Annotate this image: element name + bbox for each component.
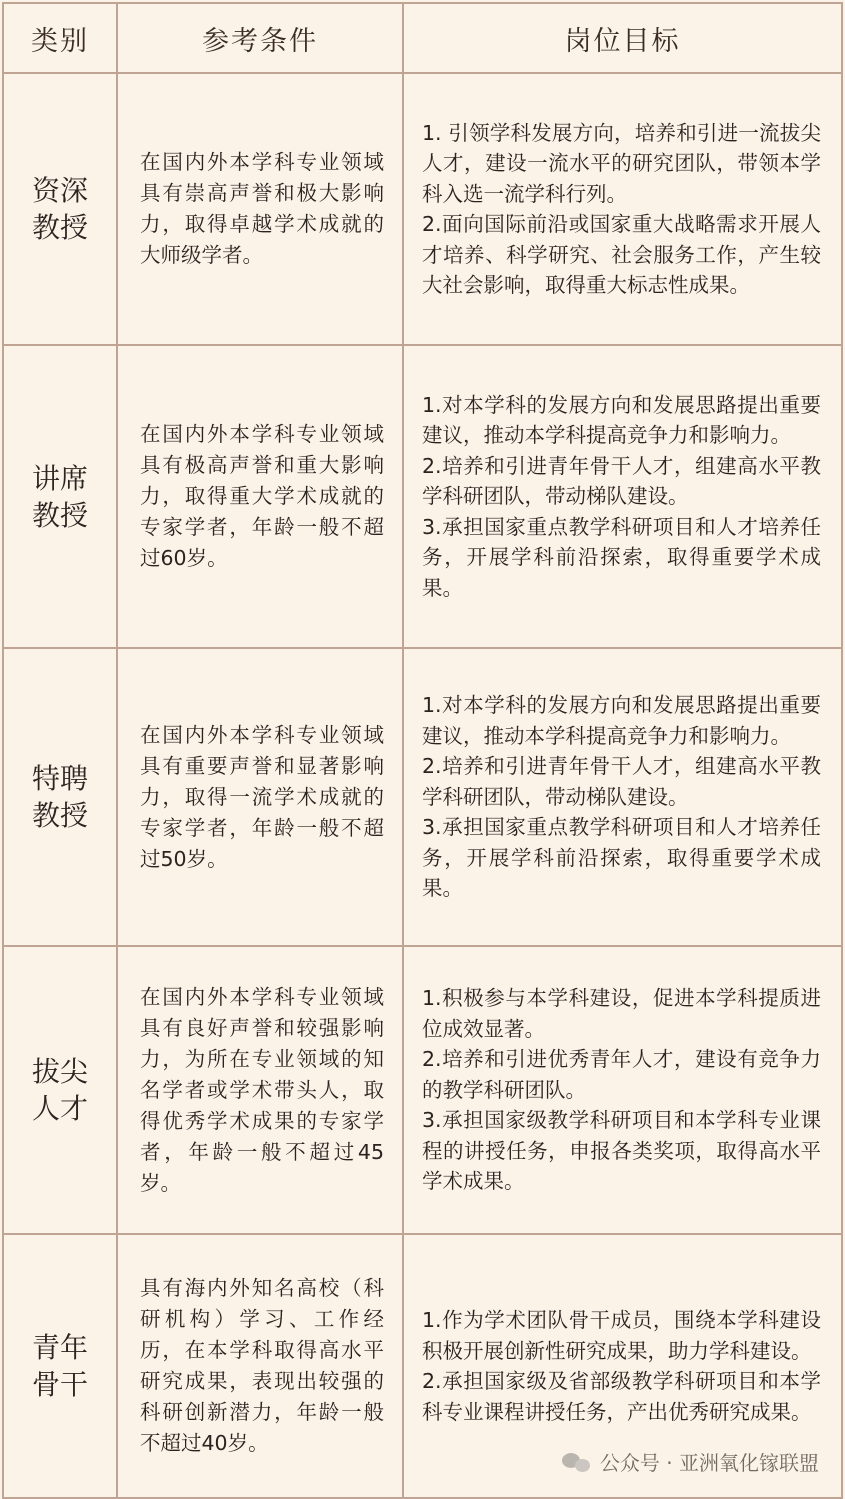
category-line: 教授 [31,211,88,244]
header-goals: 岗位目标 [403,3,842,73]
table-header-row [3,3,842,73]
category-line: 教授 [31,498,88,532]
goal-item: 3.承担国家重点教学科研项目和人才培养任务，开展学科前沿探索，取得重要学术成果。 [422,514,821,600]
goals-cell [403,345,842,648]
conditions-cell: 在国内外本学科专业领域具有崇高声誉和极大影响力，取得卓越学术成就的大师级学者。 [117,73,403,345]
conditions-cell: 在国内外本学科专业领域具有重要声誉和显著影响力，取得一流学术成就的专家学者，年龄一般不超过50岁。 [117,648,403,946]
table-row [3,946,842,1234]
goal-item: 1.对本学科的发展方向和发展思路提出重要建议，推动本学科提高竞争力和影响力。 [422,392,821,448]
category-cell [3,73,117,345]
goals-cell [403,946,842,1234]
goal-item: 1.作为学术团队骨干成员，围绕本学科建设积极开展创新性研究成果，助力学科建设。 [422,1308,821,1363]
goal-item: 3.承担国家级教学科研项目和本学科专业课程的讲授任务，申报各类奖项，取得高水平学术成果。 [422,1108,821,1194]
table-row [3,73,842,345]
goal-item: 3.承担国家重点教学科研项目和人才培养任务，开展学科前沿探索，取得重要学术成果。 [422,815,821,901]
category-line: 资深 [31,174,88,207]
header-conditions: 参考条件 [117,3,403,73]
table-row [3,648,842,946]
category-line: 讲席 [31,461,88,495]
category-line: 骨干 [31,1368,88,1401]
header-category: 类别 [3,3,117,73]
goals-cell [403,73,842,345]
goal-item: 2.培养和引进青年骨干人才，组建高水平教学科研团队，带动梯队建设。 [422,453,821,509]
watermark [562,1447,819,1476]
conditions-cell: 在国内外本学科专业领域具有良好声誉和较强影响力，为所在专业领域的知名学者或学术带头人，取得优秀学术成果的专家学者，年龄一般不超过45岁。 [117,946,403,1234]
category-line: 特聘 [31,762,88,795]
watermark-text: 公众号 · 亚洲氧化镓联盟 [599,1451,819,1475]
goal-item: 1.积极参与本学科建设，促进本学科提质进位成效显著。 [422,986,821,1041]
goals-cell [403,648,842,946]
goal-item: 2.承担国家级及省部级教学科研项目和本学科专业课程讲授任务，产出优秀研究成果。 [422,1369,821,1424]
position-table [2,2,843,1499]
category-line: 教授 [31,799,88,832]
category-line: 青年 [31,1331,88,1364]
goal-item: 2.培养和引进青年骨干人才，组建高水平教学科研团队，带动梯队建设。 [422,754,821,809]
table-row [3,345,842,648]
wechat-icon [562,1451,592,1473]
category-line: 拔尖 [31,1055,88,1088]
category-cell [3,648,117,946]
category-cell [3,946,117,1234]
category-line: 人才 [31,1092,88,1125]
goal-item: 1. 引领学科发展方向，培养和引进一流拔尖人才，建设一流水平的研究团队，带领本学科入选一流学科行列。 [422,120,821,206]
goal-item: 2.面向国际前沿或国家重大战略需求开展人才培养、科学研究、社会服务工作，产生较大社会影响，取得重大标志性成果。 [422,212,821,297]
goal-item: 1.对本学科的发展方向和发展思路提出重要建议，推动本学科提高竞争力和影响力。 [422,693,821,748]
category-cell [3,1234,117,1498]
category-cell [3,345,117,648]
conditions-cell: 在国内外本学科专业领域具有极高声誉和重大影响力，取得重大学术成就的专家学者，年龄一般不超过60岁。 [117,345,403,648]
goal-item: 2.培养和引进优秀青年人才，建设有竞争力的教学科研团队。 [422,1047,821,1102]
conditions-cell: 具有海内外知名高校（科研机构）学习、工作经历，在本学科取得高水平研究成果，表现出较强的科研创新潜力，年龄一般不超过40岁。 [117,1234,403,1498]
